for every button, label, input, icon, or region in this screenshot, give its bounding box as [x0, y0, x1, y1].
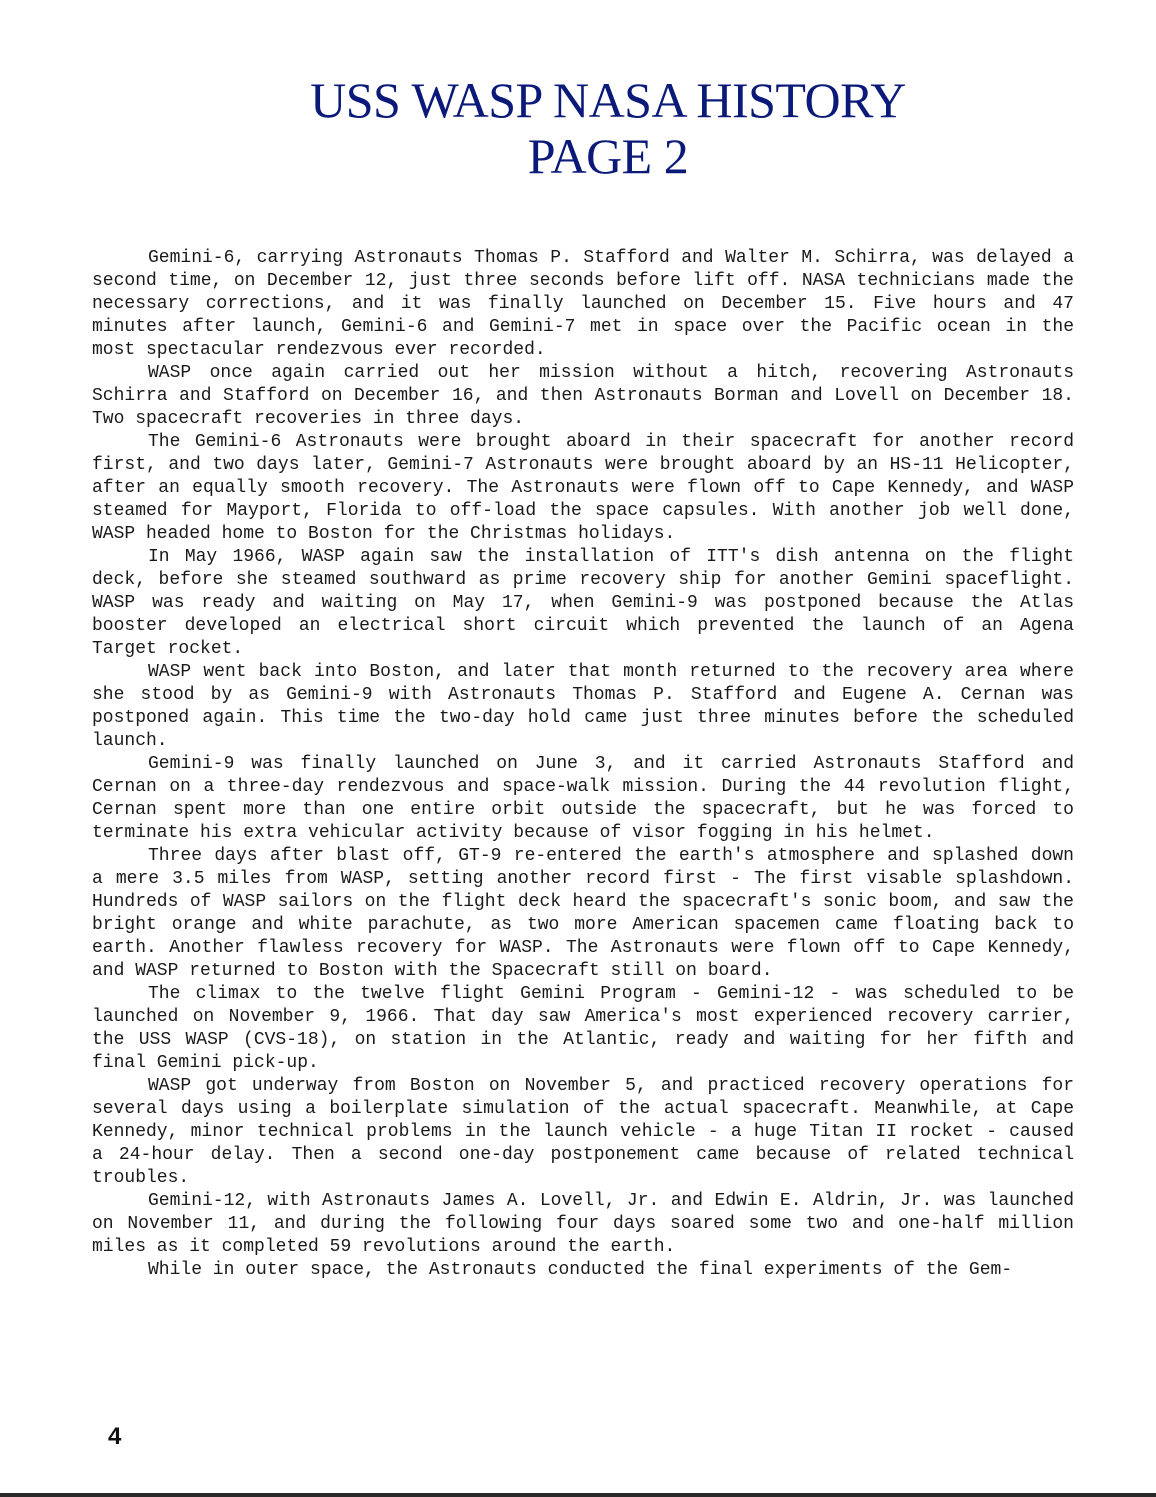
page-number: 4: [108, 1423, 122, 1450]
bottom-divider: [0, 1493, 1156, 1497]
paragraph-gemini12-launch: Gemini-12, with Astronauts James A. Lovell, Jr. and Edwin E. Aldrin, Jr. was launched on November 11, and during the following four days soared some two and one-half million miles as it completed 59 revolutions around the earth.: [92, 1191, 1074, 1257]
paragraph-wasp-recovery: WASP once again carried out her mission without a hitch, recovering Astronauts Schirra and Stafford on December 16, and then Astronauts Borman and Lovell on December 18. Two spacecraft recoveries in three days.: [92, 363, 1074, 429]
paragraph-gemini12-climax: The climax to the twelve flight Gemini Program - Gemini-12 - was scheduled to be launched on November 9, 1966. That day saw America's most experienced recovery carrier, the USS WASP (CVS-18), on station in the Atlantic, ready and waiting for her fifth and final Gemini pick-up.: [92, 984, 1074, 1073]
paragraph-gt9-splashdown: Three days after blast off, GT-9 re-entered the earth's atmosphere and splashed down a mere 3.5 miles from WASP, setting another record first - The first visable splashdown. Hundreds of WASP sailors on the flight deck heard the spacecraft's sonic boom, and saw the bright orange and white parachute, as two more American spacemen came floating back to earth. Another flawless recovery for WASP. The Astronauts were flown off to Cape Kennedy, and WASP returned to Boston with the Spacecraft still on board.: [92, 846, 1074, 981]
paragraph-gemini9-launch: Gemini-9 was finally launched on June 3, and it carried Astronauts Stafford and Cernan on a three-day rendezvous and space-walk mission. During the 44 revolution flight, Cernan spent more than one entire orbit outside the spacecraft, but he was forced to terminate his extra vehicular activity because of visor fogging in his helmet.: [92, 754, 1074, 843]
page-title: USS WASP NASA HISTORY: [310, 72, 906, 128]
paragraph-back-to-boston: WASP went back into Boston, and later that month returned to the recovery area where she stood by as Gemini-9 with Astronauts Thomas P. Stafford and Eugene A. Cernan was postponed again. This time the two-day hold came just three minutes before the scheduled launch.: [92, 662, 1074, 751]
paragraph-may-1966: In May 1966, WASP again saw the installation of ITT's dish antenna on the flight deck, before she steamed southward as prime recovery ship for another Gemini spaceflight. WASP was ready and waiting on May 17, when Gemini-9 was postponed because the Atlas booster developed an electrical short circuit which prevented the launch of an Agena Target rocket.: [92, 547, 1074, 659]
paragraph-gemini6-aboard: The Gemini-6 Astronauts were brought aboard in their spacecraft for another record first, and two days later, Gemini-7 Astronauts were brought aboard by an HS-11 Helicopter, after an equally smooth recovery. The Astronauts were flown off to Cape Kennedy, and WASP steamed for Mayport, Florida to off-load the space capsules. With another job well done, WASP headed home to Boston for the Christmas holidays.: [92, 432, 1074, 544]
page-header: [0, 72, 1156, 184]
paragraph-wasp-underway: WASP got underway from Boston on November 5, and practiced recovery operations for several days using a boilerplate simulation of the actual spacecraft. Meanwhile, at Cape Kennedy, minor technical problems in the launch vehicle - a huge Titan II rocket - caused a 24-hour delay. Then a second one-day postponement came because of related technical troubles.: [92, 1076, 1074, 1188]
paragraph-outer-space: While in outer space, the Astronauts conducted the final experiments of the Gem-: [148, 1260, 1013, 1280]
document-body: [92, 247, 1074, 1282]
paragraph-gemini6-launch: Gemini-6, carrying Astronauts Thomas P. Stafford and Walter M. Schirra, was delayed a second time, on December 12, just three seconds before lift off. NASA technicians made the necessary corrections, and it was finally launched on December 15. Five hours and 47 minutes after launch, Gemini-6 and Gemini-7 met in space over the Pacific ocean in the most spectacular rendezvous ever recorded.: [92, 248, 1074, 360]
page-subtitle: PAGE 2: [527, 128, 689, 184]
